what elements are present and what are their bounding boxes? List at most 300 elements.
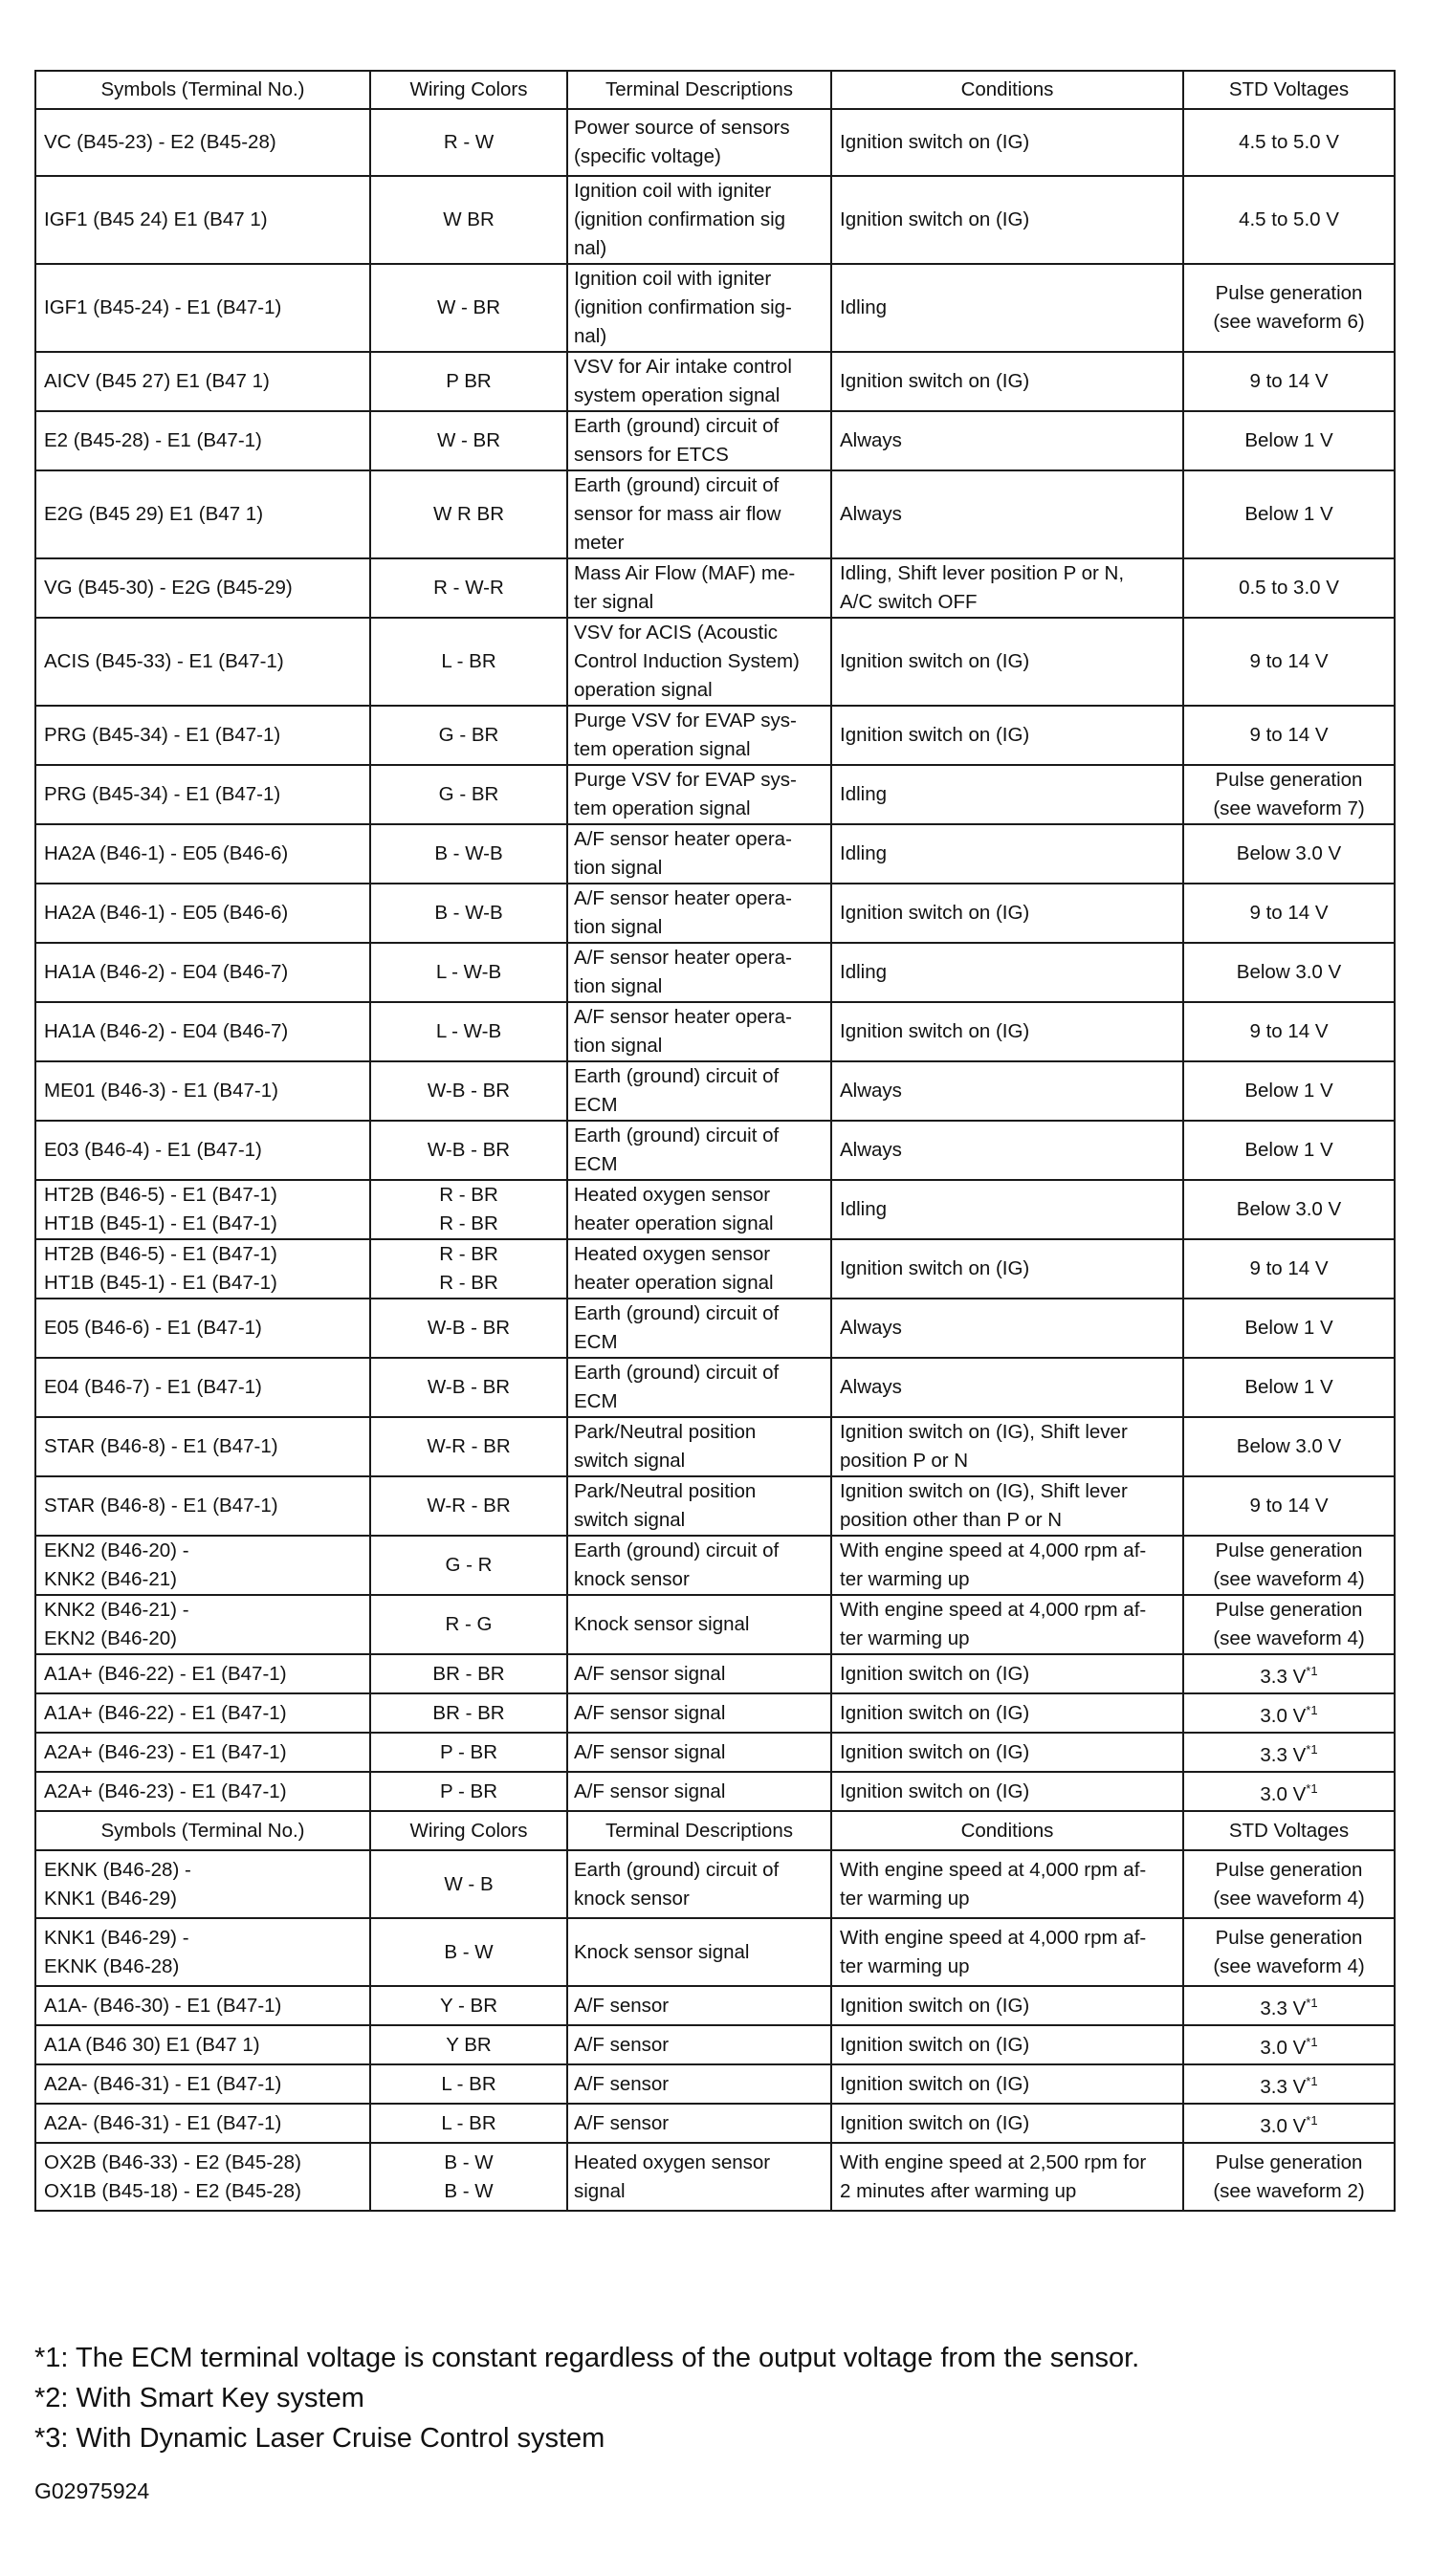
description-text: A/F sensor heater opera- tion signal: [574, 828, 792, 879]
condition-cell: [831, 618, 1183, 706]
description-text: Park/Neutral position switch signal: [574, 1480, 757, 1531]
symbol-text: HA1A (B46-2) - E04 (B46-7): [44, 961, 289, 983]
symbol-cell: [35, 1536, 370, 1595]
condition-text: Always: [840, 1376, 902, 1398]
symbol-text: PRG (B45-34) - E1 (B47-1): [44, 724, 281, 746]
description-cell: [567, 1417, 831, 1476]
wiring-cell: [370, 1654, 567, 1693]
table-row: [35, 1595, 1395, 1654]
symbol-cell: [35, 2064, 370, 2104]
symbol-cell: [35, 1693, 370, 1733]
wiring-text: W-B - BR: [427, 1080, 511, 1102]
description-cell: [567, 352, 831, 411]
voltage-text: Pulse generation (see waveform 4): [1213, 1858, 1365, 1910]
symbol-text: KNK2 (B46-21) - EKN2 (B46-20): [44, 1599, 189, 1649]
symbol-text: ME01 (B46-3) - E1 (B47-1): [44, 1080, 278, 1102]
condition-text: Ignition switch on (IG): [840, 2072, 1030, 2095]
symbol-text: A2A- (B46-31) - E1 (B47-1): [44, 2111, 282, 2134]
condition-cell: [831, 109, 1183, 176]
description-text: Heated oxygen sensor signal: [574, 2150, 771, 2202]
wiring-text: G - BR: [438, 783, 499, 805]
description-cell: [567, 1986, 831, 2025]
voltage-text: Pulse generation (see waveform 7): [1213, 769, 1365, 819]
condition-cell: [831, 1536, 1183, 1595]
wiring-text: W-B - BR: [427, 1376, 511, 1398]
description-text: VSV for Air intake control system operation signal: [574, 356, 792, 406]
description-text: Earth (ground) circuit of sensor for mass air flow meter: [574, 474, 781, 554]
voltage-cell: [1183, 470, 1395, 558]
wiring-text: W BR: [443, 208, 495, 230]
description-text: Earth (ground) circuit of sensors for ETCS: [574, 415, 780, 466]
symbol-text: STAR (B46-8) - E1 (B47-1): [44, 1495, 278, 1517]
wiring-text: L - W-B: [435, 961, 502, 983]
voltage-text: Below 3.0 V: [1236, 1435, 1342, 1457]
condition-text: Ignition switch on (IG): [840, 902, 1030, 924]
wiring-cell: [370, 884, 567, 943]
symbol-text: HA1A (B46-2) - E04 (B46-7): [44, 1020, 289, 1042]
symbol-text: HT2B (B46-5) - E1 (B47-1) HT1B (B45-1) - E1 (B47-1): [44, 1184, 277, 1234]
wiring-cell: [370, 1002, 567, 1061]
wiring-text: L - BR: [441, 650, 496, 672]
voltage-text: Pulse generation (see waveform 4): [1213, 1926, 1365, 1977]
condition-text: Ignition switch on (IG): [840, 370, 1030, 392]
description-cell: [567, 765, 831, 824]
wiring-text: B - W: [444, 1940, 494, 1963]
voltage-text: 3.3 V: [1260, 1665, 1307, 1688]
voltage-text: 3.0 V: [1260, 2114, 1307, 2137]
condition-cell: [831, 352, 1183, 411]
footnote-marker: *1: [1306, 1702, 1318, 1717]
description-text: A/F sensor: [574, 2111, 670, 2134]
wiring-text: R - W: [443, 131, 495, 153]
symbol-text: EKNK (B46-28) - KNK1 (B46-29): [44, 1858, 191, 1910]
condition-text: With engine speed at 2,500 rpm for 2 minutes after warming up: [840, 2150, 1147, 2202]
description-text: A/F sensor signal: [574, 1779, 726, 1802]
description-cell: [567, 2104, 831, 2143]
table-row: [35, 1476, 1395, 1536]
symbol-cell: [35, 1121, 370, 1180]
description-cell: [567, 1654, 831, 1693]
table-row: [35, 1772, 1395, 1811]
symbol-cell: [35, 884, 370, 943]
header-terminal-descriptions: Terminal Descriptions: [567, 71, 831, 109]
wiring-cell: [370, 1239, 567, 1299]
wiring-cell: [370, 943, 567, 1002]
symbol-cell: [35, 765, 370, 824]
wiring-text: R - BR R - BR: [439, 1243, 498, 1294]
voltage-cell: [1183, 1595, 1395, 1654]
wiring-cell: [370, 176, 567, 264]
symbol-cell: [35, 706, 370, 765]
condition-cell: [831, 1733, 1183, 1772]
symbol-cell: [35, 1918, 370, 1986]
symbol-text: HA2A (B46-1) - E05 (B46-6): [44, 902, 289, 924]
symbol-cell: [35, 1061, 370, 1121]
wiring-cell: [370, 1772, 567, 1811]
wiring-cell: [370, 1180, 567, 1239]
voltage-text: Below 3.0 V: [1236, 842, 1342, 864]
table-row: [35, 706, 1395, 765]
header-terminal-descriptions: Terminal Descriptions: [567, 1811, 831, 1850]
footnote-marker: *1: [1306, 2034, 1318, 2049]
header-std-voltages: STD Voltages: [1183, 71, 1395, 109]
voltage-text: 3.0 V: [1260, 1782, 1307, 1805]
wiring-text: W-B - BR: [427, 1317, 511, 1339]
voltage-cell: [1183, 884, 1395, 943]
condition-cell: [831, 470, 1183, 558]
description-cell: [567, 1595, 831, 1654]
wiring-text: BR - BR: [432, 1701, 505, 1724]
condition-text: Ignition switch on (IG): [840, 2111, 1030, 2134]
voltage-cell: [1183, 558, 1395, 618]
voltage-text: 4.5 to 5.0 V: [1239, 208, 1339, 230]
condition-cell: [831, 264, 1183, 352]
symbol-text: HA2A (B46-1) - E05 (B46-6): [44, 842, 289, 864]
condition-text: Ignition switch on (IG): [840, 724, 1030, 746]
description-cell: [567, 824, 831, 884]
voltage-cell: [1183, 1918, 1395, 1986]
table-row: [35, 470, 1395, 558]
description-text: Heated oxygen sensor heater operation signal: [574, 1184, 774, 1234]
wiring-text: Y - BR: [440, 1994, 497, 2017]
condition-text: Ignition switch on (IG): [840, 1020, 1030, 1042]
voltage-cell: [1183, 2064, 1395, 2104]
wiring-text: W R BR: [432, 503, 505, 525]
footnotes: [34, 2338, 1394, 2458]
wiring-cell: [370, 1693, 567, 1733]
voltage-text: Below 3.0 V: [1236, 961, 1342, 983]
symbol-cell: [35, 1654, 370, 1693]
symbol-cell: [35, 824, 370, 884]
description-text: Earth (ground) circuit of ECM: [574, 1124, 780, 1175]
wiring-text: W-R - BR: [427, 1435, 511, 1457]
table-row: [35, 411, 1395, 470]
header-row: [35, 71, 1395, 109]
description-text: Ignition coil with igniter (ignition confirmation sig nal): [574, 180, 786, 259]
condition-text: Idling: [840, 961, 888, 983]
table-row: [35, 2025, 1395, 2064]
symbol-cell: [35, 943, 370, 1002]
wiring-text: L - W-B: [435, 1020, 502, 1042]
wiring-cell: [370, 264, 567, 352]
voltage-cell: [1183, 1358, 1395, 1417]
condition-text: With engine speed at 4,000 rpm af- ter warming up: [840, 1539, 1147, 1590]
symbol-text: ACIS (B45-33) - E1 (B47-1): [44, 650, 284, 672]
description-cell: [567, 1299, 831, 1358]
condition-cell: [831, 1002, 1183, 1061]
symbol-cell: [35, 1002, 370, 1061]
condition-cell: [831, 1417, 1183, 1476]
symbol-text: VG (B45-30) - E2G (B45-29): [44, 577, 293, 599]
voltage-text: 9 to 14 V: [1249, 370, 1329, 392]
symbol-text: E03 (B46-4) - E1 (B47-1): [44, 1139, 262, 1161]
symbol-text: IGF1 (B45 24) E1 (B47 1): [44, 208, 268, 230]
description-text: Heated oxygen sensor heater operation signal: [574, 1243, 774, 1294]
description-text: Earth (ground) circuit of ECM: [574, 1065, 780, 1116]
wiring-text: BR - BR: [432, 1662, 505, 1685]
table-row: [35, 109, 1395, 176]
description-cell: [567, 1918, 831, 1986]
condition-text: With engine speed at 4,000 rpm af- ter warming up: [840, 1926, 1147, 1977]
symbol-cell: [35, 1733, 370, 1772]
footnote-marker: *1: [1306, 1995, 1318, 2010]
voltage-text: 9 to 14 V: [1249, 1495, 1329, 1517]
wiring-text: G - R: [445, 1554, 493, 1576]
condition-cell: [831, 706, 1183, 765]
wiring-text: W - BR: [436, 429, 501, 451]
condition-text: Idling: [840, 1198, 888, 1220]
condition-cell: [831, 411, 1183, 470]
voltage-text: 3.3 V: [1260, 1997, 1307, 2019]
description-cell: [567, 1239, 831, 1299]
voltage-text: Below 3.0 V: [1236, 1198, 1342, 1220]
condition-cell: [831, 1358, 1183, 1417]
wiring-text: R - G: [445, 1613, 493, 1635]
header-conditions: Conditions: [831, 1811, 1183, 1850]
wiring-cell: [370, 558, 567, 618]
footnote-1: *1: The ECM terminal voltage is constant regardless of the output voltage from the sensor.: [34, 2343, 1140, 2373]
table-row: [35, 1180, 1395, 1239]
header-conditions: Conditions: [831, 71, 1183, 109]
figure-id: G02975924: [34, 2478, 150, 2503]
condition-text: Idling: [840, 842, 888, 864]
description-text: Purge VSV for EVAP sys- tem operation signal: [574, 769, 797, 819]
symbol-text: VC (B45-23) - E2 (B45-28): [44, 131, 276, 153]
wiring-cell: [370, 824, 567, 884]
voltage-cell: [1183, 1693, 1395, 1733]
wiring-cell: [370, 1986, 567, 2025]
symbol-text: E04 (B46-7) - E1 (B47-1): [44, 1376, 262, 1398]
voltage-cell: [1183, 765, 1395, 824]
voltage-text: 9 to 14 V: [1249, 1020, 1329, 1042]
description-cell: [567, 1002, 831, 1061]
description-text: Earth (ground) circuit of knock sensor: [574, 1539, 780, 1590]
table-row: [35, 1239, 1395, 1299]
condition-text: Ignition switch on (IG): [840, 1779, 1030, 1802]
description-text: Earth (ground) circuit of knock sensor: [574, 1858, 780, 1910]
voltage-cell: [1183, 1239, 1395, 1299]
description-cell: [567, 1061, 831, 1121]
voltage-cell: [1183, 352, 1395, 411]
footnote-marker: *1: [1306, 1780, 1318, 1796]
condition-text: Ignition switch on (IG), Shift lever position other than P or N: [840, 1480, 1128, 1531]
condition-cell: [831, 1061, 1183, 1121]
condition-cell: [831, 1693, 1183, 1733]
header-symbols: Symbols (Terminal No.): [35, 71, 370, 109]
table-row: [35, 618, 1395, 706]
wiring-text: L - BR: [441, 2111, 496, 2134]
symbol-text: AICV (B45 27) E1 (B47 1): [44, 370, 270, 392]
wiring-cell: [370, 618, 567, 706]
symbol-text: IGF1 (B45-24) - E1 (B47-1): [44, 296, 282, 318]
wiring-cell: [370, 2143, 567, 2211]
description-cell: [567, 1733, 831, 1772]
voltage-cell: [1183, 1121, 1395, 1180]
voltage-cell: [1183, 1180, 1395, 1239]
symbol-text: A2A+ (B46-23) - E1 (B47-1): [44, 1740, 287, 1763]
voltage-text: Below 1 V: [1244, 429, 1333, 451]
voltage-cell: [1183, 1417, 1395, 1476]
wiring-text: W - B: [444, 1872, 494, 1895]
table-row: [35, 558, 1395, 618]
description-text: Power source of sensors (specific voltage): [574, 117, 790, 167]
table-row: [35, 1121, 1395, 1180]
symbol-cell: [35, 2143, 370, 2211]
description-text: A/F sensor signal: [574, 1662, 726, 1685]
voltage-cell: [1183, 618, 1395, 706]
table-row: [35, 1918, 1395, 1986]
symbol-cell: [35, 1180, 370, 1239]
voltage-text: Pulse generation (see waveform 2): [1213, 2150, 1365, 2202]
symbol-cell: [35, 1595, 370, 1654]
wiring-cell: [370, 1061, 567, 1121]
voltage-cell: [1183, 411, 1395, 470]
condition-cell: [831, 1121, 1183, 1180]
description-cell: [567, 618, 831, 706]
description-cell: [567, 1850, 831, 1918]
wiring-cell: [370, 2104, 567, 2143]
symbol-cell: [35, 1358, 370, 1417]
condition-cell: [831, 884, 1183, 943]
footnote-2: *2: With Smart Key system: [34, 2383, 364, 2413]
wiring-text: P BR: [446, 370, 492, 392]
condition-text: Ignition switch on (IG): [840, 1662, 1030, 1685]
wiring-text: W - BR: [436, 296, 501, 318]
wiring-cell: [370, 706, 567, 765]
wiring-text: Y BR: [446, 2033, 492, 2056]
symbol-text: PRG (B45-34) - E1 (B47-1): [44, 783, 281, 805]
voltage-text: Below 1 V: [1244, 503, 1333, 525]
symbol-text: A1A+ (B46-22) - E1 (B47-1): [44, 1701, 287, 1724]
wiring-cell: [370, 1121, 567, 1180]
voltage-text: Below 1 V: [1244, 1139, 1333, 1161]
condition-text: Always: [840, 429, 902, 451]
table-row: [35, 1850, 1395, 1918]
symbol-text: KNK1 (B46-29) - EKNK (B46-28): [44, 1926, 189, 1977]
voltage-text: Below 1 V: [1244, 1376, 1333, 1398]
voltage-cell: [1183, 1772, 1395, 1811]
symbol-cell: [35, 2025, 370, 2064]
condition-text: Ignition switch on (IG): [840, 131, 1030, 153]
voltage-text: 3.0 V: [1260, 1704, 1307, 1727]
voltage-cell: [1183, 1476, 1395, 1536]
wiring-cell: [370, 1850, 567, 1918]
wiring-text: W-R - BR: [427, 1495, 511, 1517]
voltage-cell: [1183, 1654, 1395, 1693]
condition-cell: [831, 1299, 1183, 1358]
voltage-cell: [1183, 109, 1395, 176]
voltage-cell: [1183, 1986, 1395, 2025]
voltage-text: 9 to 14 V: [1249, 902, 1329, 924]
symbol-text: A1A+ (B46-22) - E1 (B47-1): [44, 1662, 287, 1685]
condition-cell: [831, 1654, 1183, 1693]
voltage-text: 9 to 14 V: [1249, 650, 1329, 672]
condition-text: Always: [840, 1080, 902, 1102]
voltage-cell: [1183, 1299, 1395, 1358]
header-std-voltages: STD Voltages: [1183, 1811, 1395, 1850]
symbol-text: HT2B (B46-5) - E1 (B47-1) HT1B (B45-1) - E1 (B47-1): [44, 1243, 277, 1294]
wiring-cell: [370, 1476, 567, 1536]
description-text: A/F sensor signal: [574, 1701, 726, 1724]
description-cell: [567, 1180, 831, 1239]
table-row: [35, 1358, 1395, 1417]
wiring-cell: [370, 1733, 567, 1772]
description-cell: [567, 943, 831, 1002]
condition-cell: [831, 2143, 1183, 2211]
description-text: Mass Air Flow (MAF) me- ter signal: [574, 562, 796, 613]
wiring-cell: [370, 1536, 567, 1595]
header-row-2: [35, 1811, 1395, 1850]
voltage-cell: [1183, 943, 1395, 1002]
symbol-text: E2G (B45 29) E1 (B47 1): [44, 503, 264, 525]
description-text: A/F sensor heater opera- tion signal: [574, 947, 792, 997]
voltage-text: Pulse generation (see waveform 6): [1213, 282, 1365, 333]
symbol-cell: [35, 1417, 370, 1476]
table-row: [35, 352, 1395, 411]
condition-text: Idling: [840, 783, 888, 805]
table-row: [35, 1002, 1395, 1061]
condition-cell: [831, 1986, 1183, 2025]
description-cell: [567, 1536, 831, 1595]
footnote-marker: *1: [1306, 2112, 1318, 2128]
symbol-text: A1A (B46 30) E1 (B47 1): [44, 2033, 260, 2056]
voltage-cell: [1183, 2143, 1395, 2211]
condition-cell: [831, 558, 1183, 618]
table-row: [35, 2104, 1395, 2143]
table-row: [35, 176, 1395, 264]
ecm-terminal-table: [34, 70, 1396, 2212]
table-body: [35, 71, 1395, 2211]
wiring-text: B - W B - W: [444, 2150, 494, 2202]
voltage-text: Below 1 V: [1244, 1317, 1333, 1339]
table-row: [35, 1693, 1395, 1733]
condition-cell: [831, 176, 1183, 264]
symbol-text: A2A+ (B46-23) - E1 (B47-1): [44, 1779, 287, 1802]
condition-text: Ignition switch on (IG): [840, 2033, 1030, 2056]
symbol-cell: [35, 2104, 370, 2143]
condition-text: Idling, Shift lever position P or N, A/C switch OFF: [840, 562, 1125, 613]
wiring-text: P - BR: [440, 1779, 497, 1802]
description-cell: [567, 884, 831, 943]
voltage-cell: [1183, 1850, 1395, 1918]
header-wiring-colors: Wiring Colors: [370, 1811, 567, 1850]
description-text: A/F sensor signal: [574, 1740, 726, 1763]
wiring-text: B - W-B: [434, 842, 503, 864]
table-row: [35, 2143, 1395, 2211]
wiring-cell: [370, 1417, 567, 1476]
condition-cell: [831, 2025, 1183, 2064]
table-row: [35, 1417, 1395, 1476]
voltage-text: Below 1 V: [1244, 1080, 1333, 1102]
table-row: [35, 1536, 1395, 1595]
symbol-cell: [35, 618, 370, 706]
symbol-cell: [35, 1299, 370, 1358]
symbol-cell: [35, 1986, 370, 2025]
voltage-cell: [1183, 1002, 1395, 1061]
wiring-cell: [370, 1595, 567, 1654]
header-wiring-colors: Wiring Colors: [370, 71, 567, 109]
description-cell: [567, 2143, 831, 2211]
description-text: Knock sensor signal: [574, 1613, 750, 1635]
condition-cell: [831, 765, 1183, 824]
description-cell: [567, 176, 831, 264]
description-cell: [567, 264, 831, 352]
symbol-cell: [35, 558, 370, 618]
symbol-text: E05 (B46-6) - E1 (B47-1): [44, 1317, 262, 1339]
description-text: Purge VSV for EVAP sys- tem operation signal: [574, 709, 797, 760]
description-cell: [567, 558, 831, 618]
description-text: A/F sensor heater opera- tion signal: [574, 887, 792, 938]
